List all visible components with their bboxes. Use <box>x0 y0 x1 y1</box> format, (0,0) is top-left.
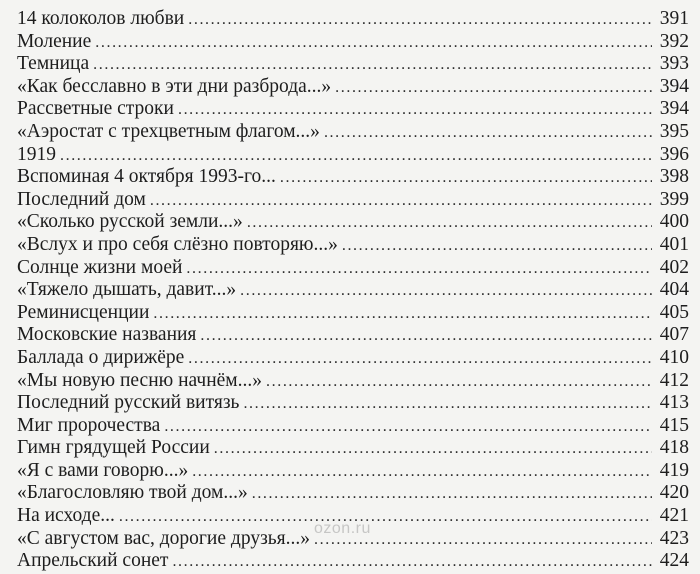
toc-dot-leader <box>324 122 652 145</box>
toc-entry <box>17 302 689 325</box>
toc-entry-page-number: 394 <box>659 75 689 97</box>
toc-dot-leader <box>119 506 652 529</box>
toc-entry-title: «Сколько русской земли...» <box>17 211 243 233</box>
toc-entry-page-number: 415 <box>659 414 689 436</box>
toc-dot-leader <box>95 32 652 55</box>
toc-entry <box>17 392 689 415</box>
toc-entry-title: Баллада о дирижёре <box>17 346 185 368</box>
toc-dot-leader <box>188 348 652 371</box>
toc-entry-title: Последний дом <box>17 188 146 210</box>
toc-entry-page-number: 404 <box>659 279 689 301</box>
table-of-contents <box>17 8 689 573</box>
toc-entry-page-number: 419 <box>659 459 689 481</box>
toc-entry-page-number: 402 <box>659 256 689 278</box>
toc-entry-title: 1919 <box>17 143 56 165</box>
toc-dot-leader <box>186 258 652 281</box>
toc-entry <box>17 460 689 483</box>
toc-entry <box>17 144 689 167</box>
watermark: ozon.ru <box>314 520 371 537</box>
toc-dot-leader <box>178 99 652 122</box>
toc-dot-leader <box>240 280 652 303</box>
toc-entry-title: Темница <box>17 53 90 75</box>
toc-entry-page-number: 413 <box>659 392 689 414</box>
toc-entry <box>17 324 689 347</box>
toc-entry-page-number: 400 <box>659 211 689 233</box>
toc-entry <box>17 31 689 54</box>
toc-entry <box>17 166 689 189</box>
toc-entry-page-number: 394 <box>659 98 689 120</box>
toc-entry-page-number: 391 <box>659 8 689 29</box>
toc-entry-title: 14 колоколов любви <box>17 8 185 29</box>
toc-dot-leader <box>243 393 652 416</box>
toc-entry-title: Моление <box>17 30 92 52</box>
toc-entry-page-number: 424 <box>659 550 689 572</box>
toc-entry-title: «С августом вас, дорогие друзья...» <box>17 527 311 549</box>
toc-dot-leader <box>342 235 652 258</box>
toc-entry <box>17 550 689 573</box>
toc-entry <box>17 98 689 121</box>
toc-entry-page-number: 395 <box>659 120 689 142</box>
toc-entry-title: Гимн грядущей России <box>17 437 210 459</box>
toc-entry-title: «Я с вами говорю...» <box>17 459 189 481</box>
toc-entry-page-number: 398 <box>659 166 689 188</box>
toc-entry-page-number: 421 <box>659 505 689 527</box>
toc-entry <box>17 437 689 460</box>
toc-entry <box>17 257 689 280</box>
toc-dot-leader <box>335 77 652 100</box>
toc-entry-page-number: 401 <box>659 233 689 255</box>
toc-entry-title: «Как бесславно в эти дни разброда...» <box>17 75 332 97</box>
toc-dot-leader <box>153 303 652 326</box>
toc-entry-page-number: 420 <box>659 482 689 504</box>
toc-entry-title: Вспоминая 4 октября 1993-го... <box>17 166 276 188</box>
toc-entry <box>17 279 689 302</box>
toc-entry-title: На исходе... <box>17 505 115 527</box>
toc-dot-leader <box>60 145 652 168</box>
toc-entry-page-number: 410 <box>659 346 689 368</box>
toc-entry-page-number: 418 <box>659 437 689 459</box>
toc-dot-leader <box>164 416 652 439</box>
toc-entry-page-number: 399 <box>659 188 689 210</box>
toc-entry-title: «Вслух и про себя слёзно повторяю...» <box>17 233 338 255</box>
toc-dot-leader <box>280 167 652 190</box>
toc-entry-title: Миг пророчества <box>17 414 161 436</box>
toc-entry-title: Московские названия <box>17 324 197 346</box>
toc-entry <box>17 8 689 31</box>
toc-entry-title: «Мы новую песню начнём...» <box>17 369 263 391</box>
toc-entry-title: Последний русский витязь <box>17 392 240 414</box>
toc-entry <box>17 347 689 370</box>
toc-entry-title: Апрельский сонет <box>17 550 169 572</box>
toc-dot-leader <box>150 190 652 213</box>
toc-entry-page-number: 412 <box>659 369 689 391</box>
toc-entry-title: «Благословляю твой дом...» <box>17 482 248 504</box>
toc-entry-title: Реминисценции <box>17 301 150 323</box>
toc-entry-title: Солнце жизни моей <box>17 256 183 278</box>
toc-entry <box>17 370 689 393</box>
toc-entry <box>17 211 689 234</box>
toc-entry <box>17 53 689 76</box>
toc-entry <box>17 121 689 144</box>
toc-dot-leader <box>214 438 652 461</box>
toc-entry-title: «Тяжело дышать, давит...» <box>17 279 237 301</box>
toc-entry <box>17 415 689 438</box>
toc-entry-page-number: 393 <box>659 53 689 75</box>
toc-dot-leader <box>252 483 652 506</box>
toc-dot-leader <box>188 9 652 32</box>
toc-entry-title: «Аэростат с трехцветным флагом...» <box>17 120 320 142</box>
toc-entry <box>17 234 689 257</box>
toc-entry-page-number: 396 <box>659 143 689 165</box>
toc-entry-page-number: 405 <box>659 301 689 323</box>
toc-entry <box>17 482 689 505</box>
toc-entry-page-number: 407 <box>659 324 689 346</box>
toc-dot-leader <box>200 325 652 348</box>
toc-entry <box>17 189 689 212</box>
toc-entry-page-number: 423 <box>659 527 689 549</box>
toc-dot-leader <box>93 54 652 77</box>
toc-dot-leader <box>247 212 652 235</box>
toc-dot-leader <box>172 551 652 574</box>
toc-entry-title: Рассветные строки <box>17 98 174 120</box>
toc-dot-leader <box>266 371 652 394</box>
toc-entry-page-number: 392 <box>659 30 689 52</box>
toc-dot-leader <box>192 461 652 484</box>
toc-entry <box>17 76 689 99</box>
